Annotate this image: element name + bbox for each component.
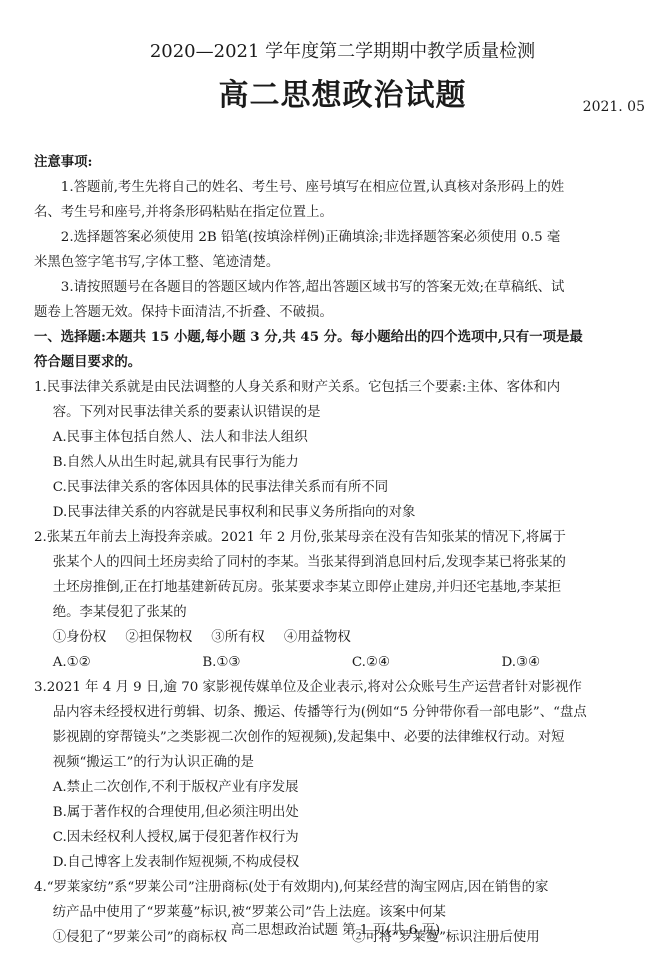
question-2-option-b: B.①③ bbox=[202, 655, 241, 670]
notice-item-1-cont: 名、考生号和座号,并将条形码粘贴在指定位置上。 bbox=[34, 205, 333, 220]
notice-item-1: 1.答题前,考生先将自己的姓名、考生号、座号填写在相应位置,认真核对条形码上的姓 bbox=[60, 180, 565, 195]
question-2-stem-cont-3: 绝。李某侵犯了张某的 bbox=[52, 605, 187, 620]
question-2-options bbox=[34, 650, 651, 675]
question-4-stem: 4.“罗莱家纺”系“罗莱公司”注册商标(处于有效期内),何某经营的淘宝网店,因在销售的家 bbox=[34, 880, 549, 895]
question-1-option-b: B.自然人从出生时起,就具有民事行为能力 bbox=[52, 455, 299, 470]
question-4-item-2: ②可将“罗莱蔓”标识注册后使用 bbox=[351, 930, 540, 945]
notice-item-2: 2.选择题答案必须使用 2B 铅笔(按填涂样例)正确填涂;非选择题答案必须使用 0.5 毫 bbox=[60, 230, 561, 245]
question-3-stem-cont-1: 品内容未经授权进行剪辑、切条、搬运、传播等行为(例如“5 分钟带你看一部电影”、“盘点 bbox=[52, 705, 587, 720]
question-3-option-b: B.属于著作权的合理使用,但必须注明出处 bbox=[52, 805, 299, 820]
exam-header: 2020—2021 学年度第二学期期中教学质量检测 bbox=[149, 41, 536, 62]
question-2-option-d: D.③④ bbox=[501, 655, 540, 670]
question-1-option-c: C.民事法律关系的客体因具体的民事法律关系而有所不同 bbox=[52, 480, 389, 495]
question-3-stem-cont-2: 影视剧的穿帮镜头”之类影视二次创作的短视频),发起集中、必要的法律维权行动。对短 bbox=[52, 730, 565, 745]
notice-item-2-cont: 米黑色签字笔书写,字体工整、笔迹清楚。 bbox=[34, 255, 280, 270]
question-3-option-d: D.自己博客上发表制作短视频,不构成侵权 bbox=[52, 855, 300, 870]
section-heading-cont: 符合题目要求的。 bbox=[34, 354, 142, 370]
page-footer: 高二思想政治试题 第 1 页(共 6 页) bbox=[230, 923, 441, 938]
question-3-stem-cont-3: 视频“搬运工”的行为认识正确的是 bbox=[52, 755, 254, 770]
question-2-stem: 2.张某五年前去上海投奔亲戚。2021 年 2 月份,张某母亲在没有告知张某的情况下,将属于 bbox=[34, 530, 566, 545]
section-heading: 一、选择题:本题共 15 小题,每小题 3 分,共 45 分。每小题给出的四个选项中,只有一项是最 bbox=[34, 329, 583, 345]
question-3-option-c: C.因未经权利人授权,属于侵犯著作权行为 bbox=[52, 830, 299, 845]
question-3-option-a: A.禁止二次创作,不利于版权产业有序发展 bbox=[52, 780, 299, 795]
question-2-items bbox=[34, 625, 651, 650]
question-2-item-2: ②担保物权 bbox=[125, 630, 193, 645]
question-2-item-1: ①身份权 bbox=[52, 630, 107, 645]
title-row bbox=[34, 76, 651, 124]
paper-date: 2021. 05 bbox=[582, 99, 645, 115]
question-2-stem-cont-1: 张某个人的四间土坯房卖给了同村的李某。当张某得到消息回村后,发现李某已将张某的 bbox=[52, 555, 566, 570]
question-3-stem: 3.2021 年 4 月 9 日,逾 70 家影视传媒单位及企业表示,将对公众账号生产运营者针对影视作 bbox=[34, 680, 582, 695]
question-1-option-d: D.民事法律关系的内容就是民事权利和民事义务所指向的对象 bbox=[52, 505, 416, 520]
paper-title: 高二思想政治试题 bbox=[218, 78, 467, 113]
question-1-stem: 1.民事法律关系就是由民法调整的人身关系和财产关系。它包括三个要素:主体、客体和内 bbox=[34, 380, 561, 395]
question-1-stem-cont: 容。下列对民事法律关系的要素认识错误的是 bbox=[52, 405, 321, 420]
question-2-option-a: A.①② bbox=[52, 655, 91, 670]
question-2-item-3: ③所有权 bbox=[211, 630, 265, 645]
notice-item-3-cont: 题卷上答题无效。保持卡面清洁,不折叠、不破损。 bbox=[34, 305, 333, 320]
question-2-stem-cont-2: 土坯房推倒,正在打地基建新砖瓦房。张某要求李某立即停止建房,并归还宅基地,李某拒 bbox=[52, 580, 561, 595]
question-2-option-c: C.②④ bbox=[351, 655, 390, 670]
question-4-item-1: ①侵犯了“罗莱公司”的商标权 bbox=[52, 930, 228, 945]
question-1-option-a: A.民事主体包括自然人、法人和非法人组织 bbox=[52, 430, 308, 445]
notice-item-3: 3.请按照题号在各题目的答题区域内作答,超出答题区域书写的答案无效;在草稿纸、试 bbox=[60, 280, 565, 295]
question-2-item-4: ④用益物权 bbox=[283, 630, 351, 645]
spacer bbox=[34, 124, 651, 150]
question-4-stem-cont-1: 纺产品中使用了“罗莱蔓”标识,被“罗莱公司”告上法庭。该案中何某 bbox=[52, 905, 446, 920]
notice-heading: 注意事项: bbox=[34, 154, 93, 170]
